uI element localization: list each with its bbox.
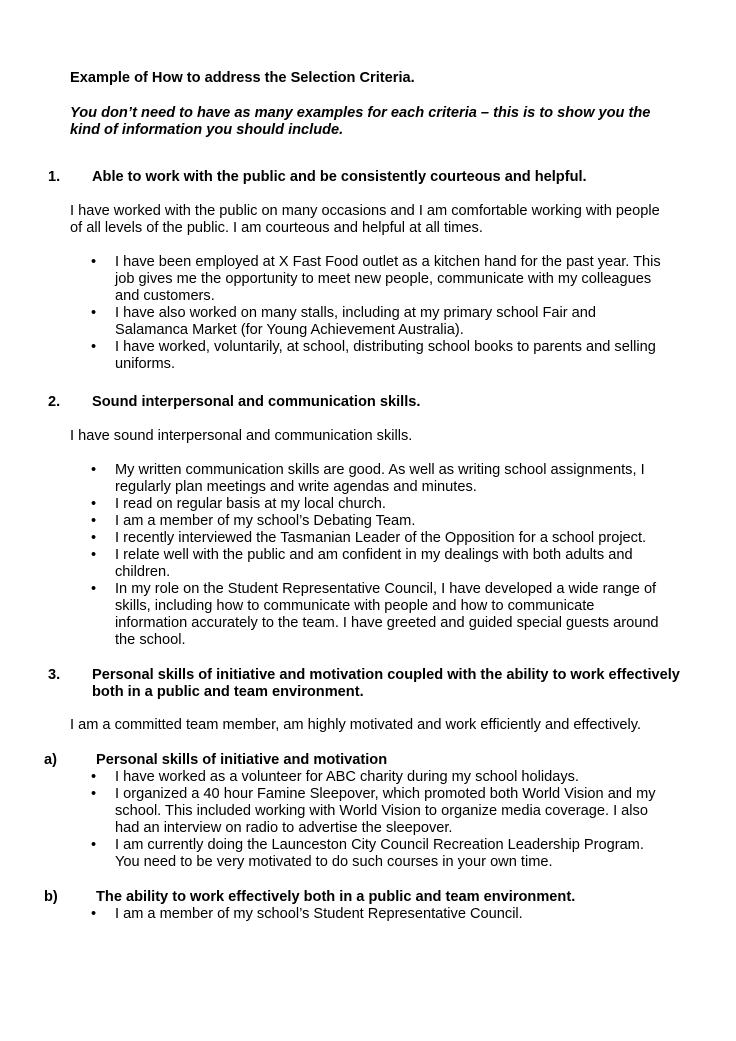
section-2-heading-text: Sound interpersonal and communication skills. — [92, 394, 421, 410]
bullet-icon: • — [91, 339, 97, 355]
section-3-number: 3. — [48, 667, 61, 683]
section-2-intro: I have sound interpersonal and communication skills. — [70, 428, 413, 444]
subsection-a-heading — [44, 752, 696, 769]
list-item: • I am a member of my school’s Debating Team. — [91, 513, 416, 529]
bullet-icon: • — [91, 305, 97, 321]
list-item: • I recently interviewed the Tasmanian Leader of the Opposition for a school project. — [91, 530, 647, 546]
document-title: Example of How to address the Selection Criteria. — [70, 70, 415, 86]
subsection-b-letter: b) — [44, 889, 58, 905]
list-item: • I have worked as a volunteer for ABC charity during my school holidays. — [91, 769, 579, 785]
section-2-heading — [48, 394, 692, 411]
bullet-icon: • — [91, 513, 97, 529]
list-item: • I am a member of my school’s Student Representative Council. — [91, 906, 523, 922]
subsection-b-bullets — [70, 906, 670, 923]
bullet-icon: • — [91, 581, 97, 597]
list-item: • I have worked, voluntarily, at school, distributing school books to parents and selling uniforms. — [91, 339, 656, 372]
bullet-icon: • — [91, 254, 97, 270]
section-3-heading-text: Personal skills of initiative and motivation coupled with the ability to work effectively both in a public and team environment. — [92, 667, 680, 700]
list-item: • In my role on the Student Representative Council, I have developed a wide range of skills, including how to communicate with people and how to communicate information accurately to the team. I have greeted and guided special guests around the school. — [91, 581, 659, 648]
bullet-icon: • — [91, 906, 97, 922]
bullet-icon: • — [91, 530, 97, 546]
list-item: • I have been employed at X Fast Food outlet as a kitchen hand for the past year. This job gives me the opportunity to meet new people, communicate with my colleagues and customers. — [91, 254, 661, 304]
section-3-intro: I am a committed team member, am highly motivated and work efficiently and effectively. — [70, 717, 642, 733]
list-item: • I read on regular basis at my local church. — [91, 496, 386, 512]
bullet-icon: • — [91, 769, 97, 785]
subsection-b-heading — [44, 889, 696, 906]
section-2-bullets — [70, 462, 670, 649]
document-subtitle: You don’t need to have as many examples for each criteria – this is to show you the kind of information you should include. — [70, 105, 651, 138]
list-item: • I have also worked on many stalls, including at my primary school Fair and Salamanca Market (for Young Achievement Australia). — [91, 305, 596, 338]
section-1-heading-text: Able to work with the public and be consistently courteous and helpful. — [92, 169, 587, 185]
subsection-b-heading-text: The ability to work effectively both in a public and team environment. — [96, 889, 576, 905]
section-3-heading — [48, 667, 692, 701]
section-1-bullets — [70, 254, 670, 373]
list-item: • My written communication skills are good. As well as writing school assignments, I regularly plan meetings and write agendas and minutes. — [91, 462, 645, 495]
section-1-heading — [48, 169, 692, 186]
section-1-number: 1. — [48, 169, 61, 185]
bullet-icon: • — [91, 837, 97, 853]
list-item: • I am currently doing the Launceston City Council Recreation Leadership Program. You need to be very motivated to do such courses in your own time. — [91, 837, 644, 870]
subsection-a-letter: a) — [44, 752, 57, 768]
bullet-icon: • — [91, 496, 97, 512]
bullet-icon: • — [91, 786, 97, 802]
bullet-icon: • — [91, 547, 97, 563]
subsection-a-heading-text: Personal skills of initiative and motivation — [96, 752, 388, 768]
section-1-intro: I have worked with the public on many occasions and I am comfortable working with people of all levels of the public. I am courteous and helpful at all times. — [70, 203, 660, 236]
section-2-number: 2. — [48, 394, 61, 410]
list-item: • I organized a 40 hour Famine Sleepover, which promoted both World Vision and my school. This included working with World Vision to organize media coverage. I also had an interview on radio to advertise the sleepover. — [91, 786, 656, 836]
bullet-icon: • — [91, 462, 97, 478]
list-item: • I relate well with the public and am confident in my dealings with both adults and children. — [91, 547, 633, 580]
subsection-a-bullets — [70, 769, 670, 871]
